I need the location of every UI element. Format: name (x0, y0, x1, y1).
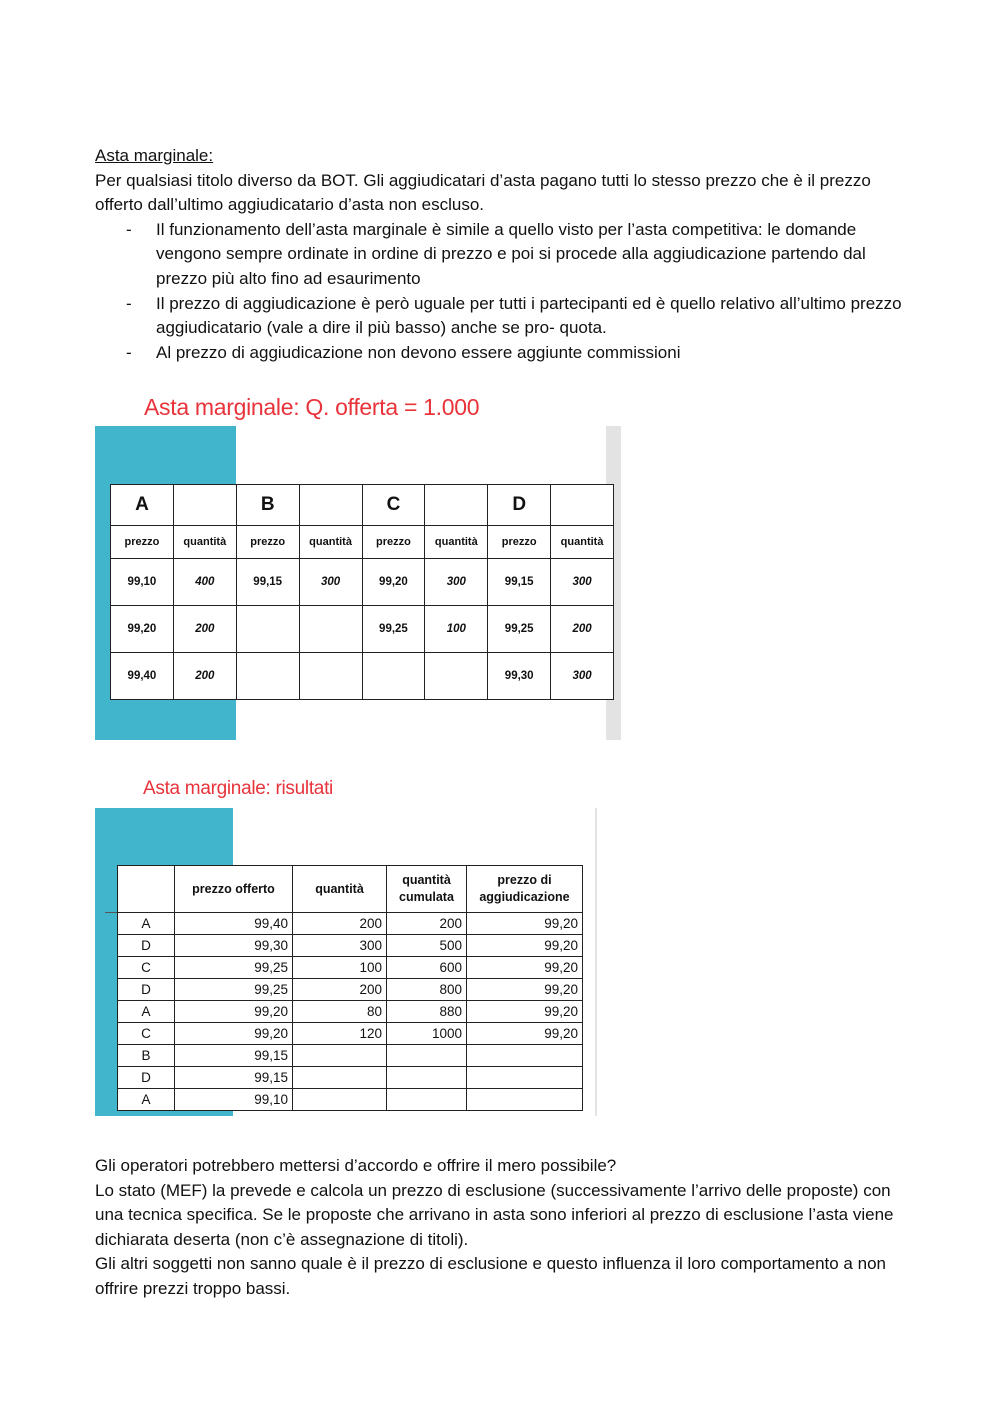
operator-cell: D (118, 935, 175, 957)
column-header (118, 866, 175, 913)
table-row (118, 1001, 583, 1023)
table-cell (387, 1067, 467, 1089)
table-cell: prezzo (236, 526, 299, 559)
table-cell: prezzo (362, 526, 425, 559)
table-cell: 120 (293, 1023, 387, 1045)
table-row (118, 935, 583, 957)
intro-section (95, 144, 910, 365)
table-cell: 99,25 (488, 606, 551, 653)
table-cell: 300 (551, 559, 614, 606)
table-row (111, 653, 614, 700)
table-cell: 99,20 (467, 913, 583, 935)
table-cell: 99,20 (111, 606, 174, 653)
table-cell: A (111, 485, 174, 526)
column-header: prezzo offerto (175, 866, 293, 913)
bullet-item (95, 292, 910, 341)
column-header: quantità (293, 866, 387, 913)
table-cell: 800 (387, 979, 467, 1001)
table-cell: 500 (387, 935, 467, 957)
table-cell: quantità (173, 526, 236, 559)
table-row (111, 606, 614, 653)
operator-cell: A (118, 913, 175, 935)
table-cell (467, 1045, 583, 1067)
table-cell: 80 (293, 1001, 387, 1023)
table-cell: 300 (425, 559, 488, 606)
table-cell: 200 (387, 913, 467, 935)
operator-cell: C (118, 957, 175, 979)
table-cell: 99,30 (488, 653, 551, 700)
table-cell: 300 (551, 653, 614, 700)
bullet-text: Al prezzo di aggiudicazione non devono essere aggiunte commissioni (156, 342, 681, 362)
table-cell: 99,20 (467, 1023, 583, 1045)
table-cell (425, 653, 488, 700)
table-subheader-row (111, 526, 614, 559)
table-cell: prezzo (488, 526, 551, 559)
column-header: prezzo di aggiudicazione (467, 866, 583, 913)
table-cell (387, 1045, 467, 1067)
operator-cell: D (118, 979, 175, 1001)
table-cell: 99,20 (175, 1023, 293, 1045)
bullet-list (95, 218, 910, 366)
table-cell: 99,25 (175, 979, 293, 1001)
table-row (118, 957, 583, 979)
table-cell: 99,30 (175, 935, 293, 957)
table-cell: 200 (293, 979, 387, 1001)
table-cell: 99,25 (175, 957, 293, 979)
table-cell: 99,10 (175, 1089, 293, 1111)
table-row (118, 1045, 583, 1067)
table-cell (425, 485, 488, 526)
gray-side-line (595, 808, 597, 1116)
table-cell: 99,40 (175, 913, 293, 935)
intro-paragraph: Per qualsiasi titolo diverso da BOT. Gli aggiudicatari d’asta pagano tutti lo stesso prezzo che è il prezzo offerto dall’ultimo aggiudicatario d’asta non escluso. (95, 170, 871, 215)
table-cell: 99,20 (467, 935, 583, 957)
table-cell (299, 653, 362, 700)
table-cell: 99,10 (111, 559, 174, 606)
table-cell: 99,20 (467, 957, 583, 979)
table-cell (467, 1089, 583, 1111)
table-header-row (118, 866, 583, 913)
outro-line: Gli operatori potrebbero mettersi d’accordo e offrire il mero possibile? (95, 1156, 617, 1175)
bullet-marker: - (126, 293, 132, 313)
table-cell (173, 485, 236, 526)
table-cell (293, 1067, 387, 1089)
table-cell (387, 1089, 467, 1111)
table-cell: 400 (173, 559, 236, 606)
table-cell: 200 (551, 606, 614, 653)
table-cell: 600 (387, 957, 467, 979)
operator-cell: C (118, 1023, 175, 1045)
table-cell (467, 1067, 583, 1089)
bullet-marker: - (126, 342, 132, 362)
bullet-marker: - (126, 219, 132, 239)
table-row (118, 1067, 583, 1089)
table-cell: 100 (293, 957, 387, 979)
table-cell: 99,15 (488, 559, 551, 606)
table-cell (362, 653, 425, 700)
table-cell (236, 653, 299, 700)
table-row (111, 559, 614, 606)
results-table (117, 865, 583, 1111)
outro-line: Lo stato (MEF) la prevede e calcola un prezzo di esclusione (successivamente l’arrivo delle proposte) con una tecnica specifica. Se le proposte che arrivano in asta sono inferiori al prezzo di esclusione l’asta viene dichiarata deserta (non c’è assegnazione di titoli). (95, 1180, 894, 1249)
table-cell: 99,20 (175, 1001, 293, 1023)
table-cell (293, 1089, 387, 1111)
table-cell (551, 485, 614, 526)
slide-title: Asta marginale: Q. offerta = 1.000 (144, 394, 480, 420)
table-cell: 99,20 (362, 559, 425, 606)
table-cell (293, 1045, 387, 1067)
table-cell: 99,15 (175, 1045, 293, 1067)
outro-line: Gli altri soggetti non sanno quale è il prezzo di esclusione e questo influenza il loro comportamento a non offrire prezzi troppo bassi. (95, 1254, 886, 1298)
table-cell: C (362, 485, 425, 526)
table-cell: quantità (551, 526, 614, 559)
slide-bids (95, 386, 625, 742)
table-cell: 99,15 (175, 1067, 293, 1089)
column-header: quantità cumulata (387, 866, 467, 913)
bullet-text: Il funzionamento dell’asta marginale è simile a quello visto per l’asta competitiva: le domande vengono sempre ordinate in ordine di prezzo e poi si procede alla aggiudicazione partendo dal prezzo più alto fino ad esaurimento (156, 219, 866, 288)
table-cell: 99,25 (362, 606, 425, 653)
slide-results (95, 772, 605, 1118)
outro-section (95, 1154, 910, 1302)
operator-cell: A (118, 1089, 175, 1111)
table-cell: 99,15 (236, 559, 299, 606)
table-cell: D (488, 485, 551, 526)
operator-cell: B (118, 1045, 175, 1067)
section-heading: Asta marginale: (95, 146, 214, 165)
table-cell: 200 (173, 653, 236, 700)
bullet-text: Il prezzo di aggiudicazione è però uguale per tutti i partecipanti ed è quello relativo all’ultimo prezzo aggiudicatario (vale a dire il più basso) anche se pro- quota. (156, 293, 902, 338)
table-row (118, 979, 583, 1001)
table-cell: 300 (299, 559, 362, 606)
table-cell (299, 485, 362, 526)
bullet-item (95, 341, 910, 366)
table-cell: quantità (425, 526, 488, 559)
table-cell: 300 (293, 935, 387, 957)
table-cell: 1000 (387, 1023, 467, 1045)
bullet-item (95, 218, 910, 292)
table-cell: 200 (173, 606, 236, 653)
table-cell: 100 (425, 606, 488, 653)
table-row (118, 1023, 583, 1045)
operator-cell: A (118, 1001, 175, 1023)
operator-cell: D (118, 1067, 175, 1089)
table-cell: 99,20 (467, 979, 583, 1001)
table-cell: 880 (387, 1001, 467, 1023)
table-cell: 99,20 (467, 1001, 583, 1023)
table-cell: prezzo (111, 526, 174, 559)
slide-title: Asta marginale: risultati (143, 778, 333, 799)
table-cell: 200 (293, 913, 387, 935)
table-cell: B (236, 485, 299, 526)
table-row (118, 913, 583, 935)
table-row (118, 1089, 583, 1111)
table-header-row (111, 485, 614, 526)
table-cell (236, 606, 299, 653)
table-cell: 99,40 (111, 653, 174, 700)
table-cell: quantità (299, 526, 362, 559)
table-cell (299, 606, 362, 653)
bids-table (110, 484, 614, 700)
